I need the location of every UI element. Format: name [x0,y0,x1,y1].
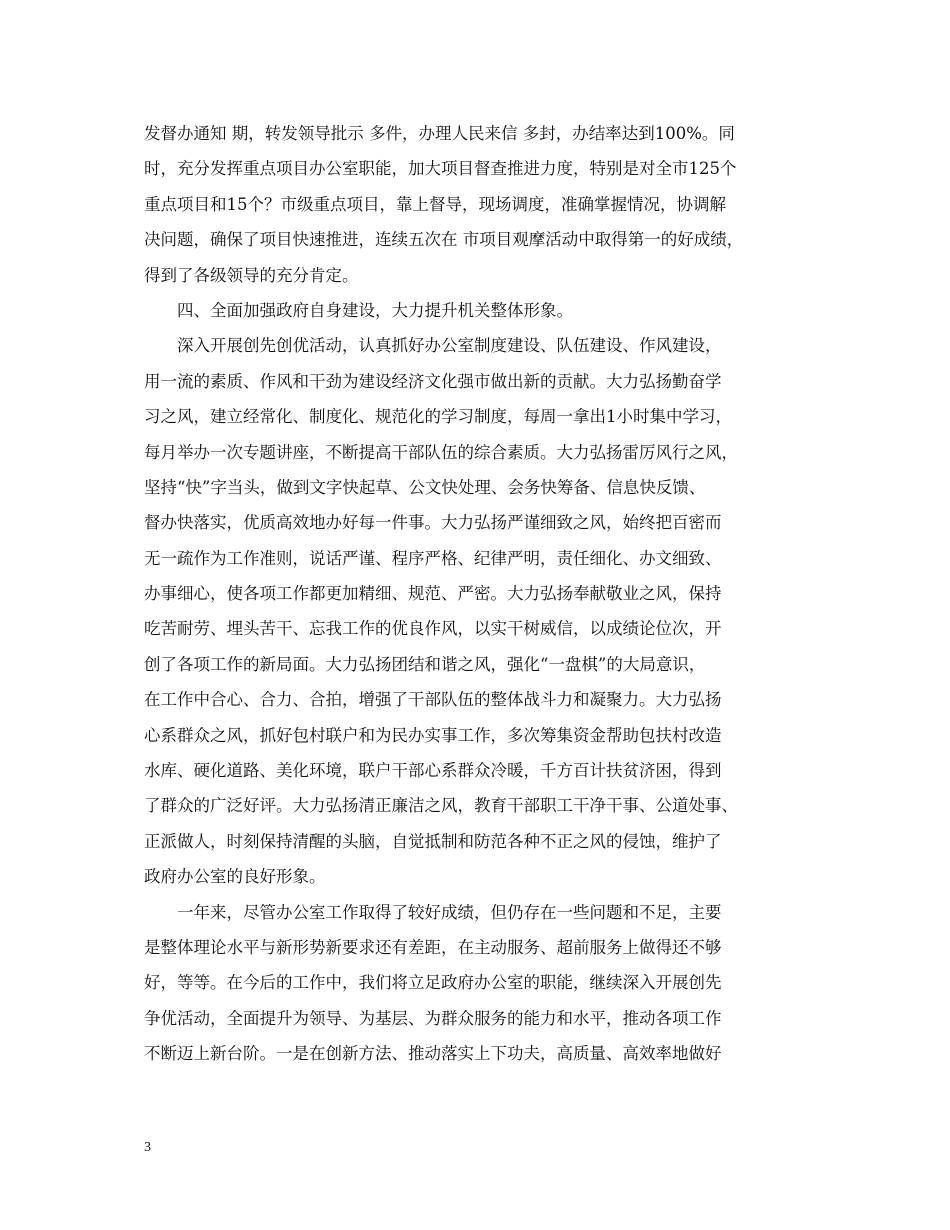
text-line: 水库、硬化道路、美化环境，联户干部心系群众冷暖，千方百计扶贫济困，得到 [144,761,722,781]
text-line: 是整体理论水平与新形势新要求还有差距，在主动服务、超前服务上做得还不够 [144,937,722,957]
text-line: 深入开展创先创优活动，认真抓好办公室制度建设、队伍建设、作风建设， [177,336,722,356]
text-line: 发督办通知 期，转发领导批示 多件，办理人民来信 多封，办结率达到100%。同 [144,124,735,143]
text-line: 政府办公室的良好形象。 [144,867,326,887]
text-line: 争优活动，全面提升为领导、为基层、为群众服务的能力和水平，推动各项工作 [144,1008,722,1028]
body-text [144,116,824,1072]
text-line: 无一疏作为工作准则，说话严谨、程序严格、纪律严明，责任细化、办文细致、 [144,548,722,568]
text-line: 好，等等。在今后的工作中，我们将立足政府办公室的职能，继续深入开展创先 [144,973,722,993]
text-line: 不断迈上新台阶。一是在创新方法、推动落实上下功夫，高质量、高效率地做好 [144,1044,722,1064]
text-line: 一年来，尽管办公室工作取得了较好成绩，但仍存在一些问题和不足，主要 [177,902,722,922]
text-line: 习之风，建立经常化、制度化、规范化的学习制度，每周一拿出1小时集中学习， [144,407,732,427]
text-line: 每月举办一次专题讲座，不断提高干部队伍的综合素质。大力弘扬雷厉风行之风， [144,442,738,462]
text-line: 时，充分发挥重点项目办公室职能，加大项目督查推进力度，特别是对全市125个 [144,159,737,179]
text-line: 心系群众之风，抓好包村联户和为民办实事工作，多次筹集资金帮助包扶村改造 [144,725,722,745]
text-line: 用一流的素质、作风和干劲为建设经济文化强市做出新的贡献。大力弘扬勤奋学 [144,371,722,391]
text-line: 得到了各级领导的充分肯定。 [144,265,359,285]
text-line: 正派做人，时刻保持清醒的头脑，自觉抵制和防范各种不正之风的侵蚀，维护了 [144,831,722,851]
text-line: 了群众的广泛好评。大力弘扬清正廉洁之风，教育干部职工干净干事、公道处事、 [144,796,738,816]
text-line: 坚持“快”字当头，做到文字快起草、公文快处理、会务快筹备、信息快反馈、 [144,477,706,497]
text-line: 在工作中合心、合力、合拍，增强了干部队伍的整体战斗力和凝聚力。大力弘扬 [144,690,722,710]
text-line: 督办快落实，优质高效地办好每一件事。大力弘扬严谨细致之风，始终把百密而 [144,513,722,533]
text-line: 办事细心，使各项工作都更加精细、规范、严密。大力弘扬奉献敬业之风，保持 [144,584,722,604]
text-line: 重点项目和15个？市级重点项目，靠上督导，现场调度，准确掌握情况，协调解 [144,194,726,214]
page-number: 3 [144,1140,151,1155]
text-line: 四、全面加强政府自身建设，大力提升机关整体形象。 [177,300,573,320]
text-line: 创了各项工作的新局面。大力弘扬团结和谐之风，强化“一盘棋”的大局意识， [144,654,706,674]
text-line: 吃苦耐劳、埋头苦干、忘我工作的优良作风，以实干树威信，以成绩论位次，开 [144,619,722,639]
text-line: 决问题，确保了项目快速推进，连续五次在 市项目观摩活动中取得第一的好成绩， [144,230,744,250]
